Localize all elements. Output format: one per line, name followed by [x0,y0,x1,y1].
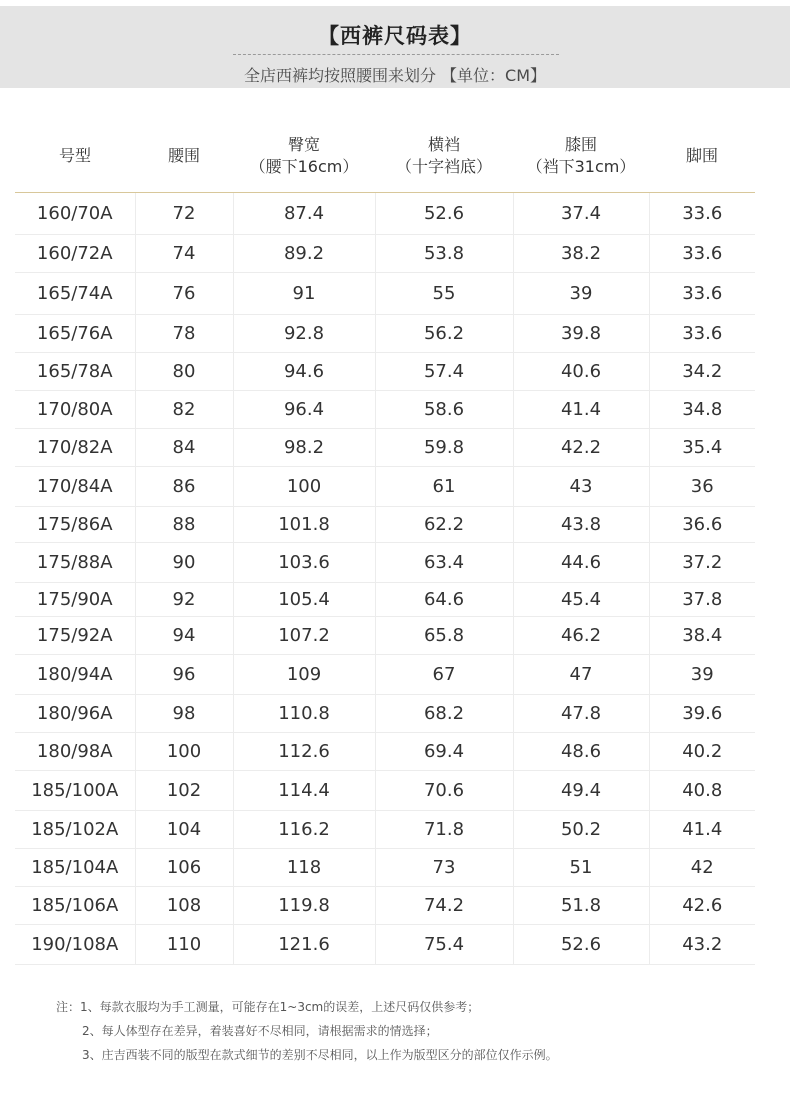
waist-cell: 88 [135,506,233,542]
waist-cell: 96 [135,654,233,694]
hem-cell: 40.8 [649,770,755,810]
hip-cell: 112.6 [233,732,375,770]
thigh-cell: 71.8 [375,810,513,848]
note-item: 3、庄吉西装不同的版型在款式细节的差别不尽相同，以上作为版型区分的部位仅作示例。 [82,1048,558,1062]
waist-cell: 76 [135,272,233,314]
hem-cell: 38.4 [649,616,755,654]
thigh-cell: 75.4 [375,924,513,964]
size-cell: 175/90A [15,582,135,616]
size-cell: 175/88A [15,542,135,582]
size-cell: 165/76A [15,314,135,352]
table-row [15,810,755,848]
waist-cell: 72 [135,192,233,234]
hem-cell: 35.4 [649,428,755,466]
thigh-cell: 59.8 [375,428,513,466]
knee-cell: 43 [513,466,649,506]
header-divider [233,54,559,55]
waist-cell: 110 [135,924,233,964]
table-row [15,886,755,924]
knee-cell: 48.6 [513,732,649,770]
table-row [15,654,755,694]
knee-cell: 49.4 [513,770,649,810]
hem-cell: 40.2 [649,732,755,770]
size-cell: 180/94A [15,654,135,694]
knee-cell: 41.4 [513,390,649,428]
thigh-cell: 65.8 [375,616,513,654]
hem-cell: 37.8 [649,582,755,616]
hem-cell: 41.4 [649,810,755,848]
column-header-knee: 膝围 （裆下31cm） [513,120,649,192]
hip-cell: 119.8 [233,886,375,924]
hip-cell: 87.4 [233,192,375,234]
knee-cell: 38.2 [513,234,649,272]
table-body [15,192,755,964]
knee-cell: 39.8 [513,314,649,352]
table-row [15,234,755,272]
size-cell: 185/100A [15,770,135,810]
hip-cell: 92.8 [233,314,375,352]
size-cell: 170/80A [15,390,135,428]
knee-cell: 43.8 [513,506,649,542]
hip-cell: 94.6 [233,352,375,390]
hem-cell: 39.6 [649,694,755,732]
thigh-cell: 57.4 [375,352,513,390]
hip-cell: 121.6 [233,924,375,964]
size-cell: 185/102A [15,810,135,848]
hem-cell: 42.6 [649,886,755,924]
hem-cell: 36 [649,466,755,506]
table-row [15,542,755,582]
page-title: 【西裤尺码表】 [318,24,472,48]
waist-cell: 74 [135,234,233,272]
table-header-row [15,120,755,192]
thigh-cell: 62.2 [375,506,513,542]
knee-cell: 47 [513,654,649,694]
hem-cell: 34.2 [649,352,755,390]
hip-cell: 114.4 [233,770,375,810]
size-cell: 165/78A [15,352,135,390]
size-cell: 175/86A [15,506,135,542]
thigh-cell: 58.6 [375,390,513,428]
hip-cell: 105.4 [233,582,375,616]
thigh-cell: 56.2 [375,314,513,352]
knee-cell: 51.8 [513,886,649,924]
hem-cell: 34.8 [649,390,755,428]
table-row [15,390,755,428]
table-row [15,582,755,616]
hem-cell: 33.6 [649,192,755,234]
waist-cell: 106 [135,848,233,886]
column-header-hip: 臀宽 （腰下16cm） [233,120,375,192]
thigh-cell: 68.2 [375,694,513,732]
hip-cell: 96.4 [233,390,375,428]
column-header-waist: 腰围 [135,120,233,192]
thigh-cell: 70.6 [375,770,513,810]
thigh-cell: 52.6 [375,192,513,234]
waist-cell: 94 [135,616,233,654]
size-cell: 170/84A [15,466,135,506]
knee-cell: 44.6 [513,542,649,582]
column-header-size: 号型 [15,120,135,192]
table-row [15,192,755,234]
thigh-cell: 69.4 [375,732,513,770]
hip-cell: 98.2 [233,428,375,466]
knee-cell: 37.4 [513,192,649,234]
size-cell: 185/104A [15,848,135,886]
thigh-cell: 73 [375,848,513,886]
hem-cell: 39 [649,654,755,694]
thigh-cell: 63.4 [375,542,513,582]
waist-cell: 80 [135,352,233,390]
size-cell: 190/108A [15,924,135,964]
size-cell: 160/72A [15,234,135,272]
hip-cell: 89.2 [233,234,375,272]
table-row [15,924,755,964]
knee-cell: 51 [513,848,649,886]
waist-cell: 82 [135,390,233,428]
hip-cell: 103.6 [233,542,375,582]
hip-cell: 110.8 [233,694,375,732]
knee-cell: 47.8 [513,694,649,732]
table-row [15,466,755,506]
thigh-cell: 64.6 [375,582,513,616]
thigh-cell: 61 [375,466,513,506]
hip-cell: 109 [233,654,375,694]
table-row [15,272,755,314]
size-cell: 185/106A [15,886,135,924]
table-row [15,770,755,810]
waist-cell: 84 [135,428,233,466]
table-row [15,848,755,886]
hip-cell: 107.2 [233,616,375,654]
knee-cell: 39 [513,272,649,314]
note-item: 注：1、每款衣服均为手工测量，可能存在1~3cm的误差，上述尺码仅供参考； [56,1000,480,1014]
thigh-cell: 55 [375,272,513,314]
column-header-thigh: 横裆 （十字裆底） [375,120,513,192]
waist-cell: 92 [135,582,233,616]
notes [56,995,756,1067]
knee-cell: 46.2 [513,616,649,654]
size-cell: 170/82A [15,428,135,466]
column-header-hem: 脚围 [649,120,755,192]
waist-cell: 98 [135,694,233,732]
thigh-cell: 67 [375,654,513,694]
table-row [15,506,755,542]
hem-cell: 33.6 [649,234,755,272]
hem-cell: 33.6 [649,272,755,314]
header-band [0,6,790,88]
hip-cell: 91 [233,272,375,314]
waist-cell: 78 [135,314,233,352]
waist-cell: 102 [135,770,233,810]
size-cell: 165/74A [15,272,135,314]
table-row [15,352,755,390]
table-row [15,428,755,466]
waist-cell: 104 [135,810,233,848]
waist-cell: 86 [135,466,233,506]
page-subtitle: 全店西裤均按照腰围来划分 【单位：CM】 [243,66,547,85]
hem-cell: 43.2 [649,924,755,964]
knee-cell: 40.6 [513,352,649,390]
waist-cell: 90 [135,542,233,582]
table-row [15,616,755,654]
knee-cell: 42.2 [513,428,649,466]
size-cell: 160/70A [15,192,135,234]
hip-cell: 118 [233,848,375,886]
size-cell: 180/96A [15,694,135,732]
knee-cell: 45.4 [513,582,649,616]
size-cell: 180/98A [15,732,135,770]
knee-cell: 50.2 [513,810,649,848]
hem-cell: 42 [649,848,755,886]
table-row [15,732,755,770]
knee-cell: 52.6 [513,924,649,964]
note-item: 2、每人体型存在差异，着装喜好不尽相同，请根据需求的情选择； [82,1024,438,1038]
table-row [15,314,755,352]
size-cell: 175/92A [15,616,135,654]
waist-cell: 100 [135,732,233,770]
hem-cell: 37.2 [649,542,755,582]
hem-cell: 36.6 [649,506,755,542]
size-chart-table [15,120,755,965]
hip-cell: 116.2 [233,810,375,848]
hip-cell: 100 [233,466,375,506]
hip-cell: 101.8 [233,506,375,542]
thigh-cell: 53.8 [375,234,513,272]
table-row [15,694,755,732]
thigh-cell: 74.2 [375,886,513,924]
hem-cell: 33.6 [649,314,755,352]
waist-cell: 108 [135,886,233,924]
